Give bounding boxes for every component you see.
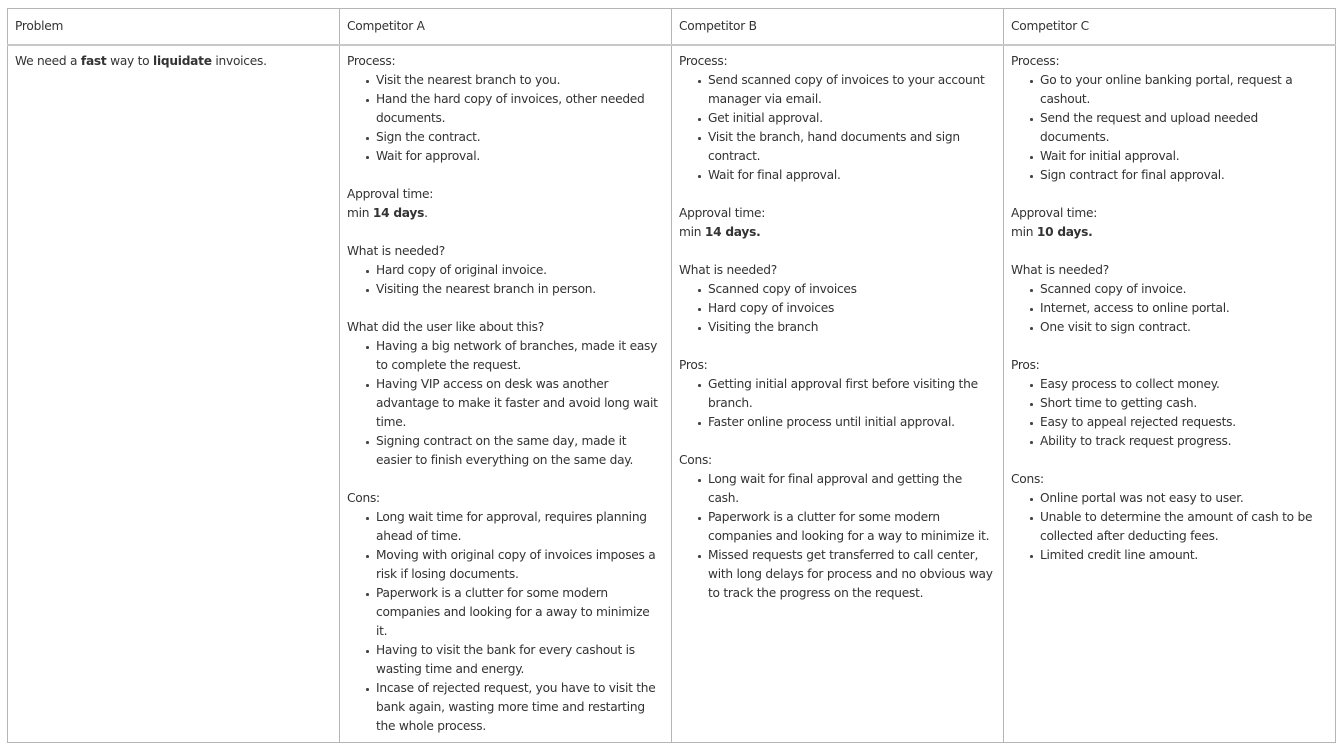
list-item: Paperwork is a clutter for some modern companies and looking for a away to minimize it. xyxy=(376,584,664,641)
list-item: Signing contract on the same day, made it easier to finish everything on the same day. xyxy=(376,432,664,470)
list-item: Long wait for final approval and getting the cash. xyxy=(708,470,996,508)
process-section xyxy=(1011,52,1328,185)
list-item: Get initial approval. xyxy=(708,109,996,128)
pros-label: What did the user like about this? xyxy=(347,320,544,334)
list-item: Hand the hard copy of invoices, other needed documents. xyxy=(376,90,664,128)
list-item: Visiting the branch xyxy=(708,318,996,337)
problem-text-part: invoices. xyxy=(211,54,267,68)
competitor-a-cell xyxy=(340,45,672,743)
needed-list xyxy=(1011,280,1328,337)
list-item: Send scanned copy of invoices to your account manager via email. xyxy=(708,71,996,109)
problem-cell xyxy=(8,45,340,743)
approval-days: 14 days. xyxy=(704,225,761,239)
list-item: Short time to getting cash. xyxy=(1040,394,1328,413)
cons-section xyxy=(347,489,664,736)
process-label: Process: xyxy=(679,54,728,68)
pros-section xyxy=(347,318,664,470)
cons-label: Cons: xyxy=(1011,472,1044,486)
header-row xyxy=(8,9,1336,46)
needed-label: What is needed? xyxy=(347,244,445,258)
approval-suffix: . xyxy=(424,206,428,220)
approval-days: 10 days. xyxy=(1036,225,1093,239)
competitor-c-cell xyxy=(1004,45,1336,743)
cons-label: Cons: xyxy=(679,453,712,467)
cons-list xyxy=(679,470,996,603)
approval-section xyxy=(1011,204,1328,242)
list-item: Long wait time for approval, requires planning ahead of time. xyxy=(376,508,664,546)
list-item: Visit the nearest branch to you. xyxy=(376,71,664,90)
list-item: Sign contract for final approval. xyxy=(1040,166,1328,185)
competitor-b-cell xyxy=(672,45,1004,743)
content-row xyxy=(8,45,1336,743)
pros-list xyxy=(679,375,996,432)
pros-label: Pros: xyxy=(1011,358,1040,372)
list-item: Wait for approval. xyxy=(376,147,664,166)
pros-section xyxy=(679,356,996,432)
cons-section xyxy=(1011,470,1328,565)
process-label: Process: xyxy=(347,54,396,68)
needed-section xyxy=(1011,261,1328,337)
problem-emphasis-liquidate: liquidate xyxy=(153,54,212,68)
needed-section xyxy=(347,242,664,299)
list-item: Visit the branch, hand documents and sign contract. xyxy=(708,128,996,166)
list-item: One visit to sign contract. xyxy=(1040,318,1328,337)
needed-label: What is needed? xyxy=(679,263,777,277)
approval-prefix: min xyxy=(347,206,373,220)
list-item: Send the request and upload needed documents. xyxy=(1040,109,1328,147)
pros-label: Pros: xyxy=(679,358,708,372)
approval-prefix: min xyxy=(679,225,705,239)
header-competitor-a: Competitor A xyxy=(340,9,672,46)
approval-days: 14 days xyxy=(372,206,425,220)
needed-list xyxy=(679,280,996,337)
process-list xyxy=(1011,71,1328,185)
list-item: Scanned copy of invoice. xyxy=(1040,280,1328,299)
approval-label: Approval time: xyxy=(1011,206,1098,220)
problem-text xyxy=(15,54,267,68)
process-label: Process: xyxy=(1011,54,1060,68)
list-item: Limited credit line amount. xyxy=(1040,546,1328,565)
list-item: Having to visit the bank for every cashout is wasting time and energy. xyxy=(376,641,664,679)
problem-text-part: We need a xyxy=(15,54,81,68)
list-item: Paperwork is a clutter for some modern companies and looking for a way to minimize it. xyxy=(708,508,996,546)
header-competitor-c: Competitor C xyxy=(1004,9,1336,46)
process-list xyxy=(347,71,664,166)
approval-section xyxy=(679,204,996,242)
list-item: Hard copy of invoices xyxy=(708,299,996,318)
process-list xyxy=(679,71,996,185)
list-item: Faster online process until initial approval. xyxy=(708,413,996,432)
cons-list xyxy=(347,508,664,736)
problem-text-part: way to xyxy=(106,54,154,68)
list-item: Having VIP access on desk was another advantage to make it faster and avoid long wait time. xyxy=(376,375,664,432)
approval-value-line xyxy=(679,223,996,242)
pros-list xyxy=(1011,375,1328,451)
header-competitor-b: Competitor B xyxy=(672,9,1004,46)
needed-list xyxy=(347,261,664,299)
cons-section xyxy=(679,451,996,603)
approval-value-line xyxy=(347,204,664,223)
process-section xyxy=(347,52,664,166)
approval-label: Approval time: xyxy=(347,187,434,201)
approval-prefix: min xyxy=(1011,225,1037,239)
list-item: Having a big network of branches, made it easy to complete the request. xyxy=(376,337,664,375)
needed-label: What is needed? xyxy=(1011,263,1109,277)
approval-label: Approval time: xyxy=(679,206,766,220)
list-item: Go to your online banking portal, request a cashout. xyxy=(1040,71,1328,109)
list-item: Missed requests get transferred to call center, with long delays for process and no obvious way to track the progress on the request. xyxy=(708,546,996,603)
list-item: Getting initial approval first before visiting the branch. xyxy=(708,375,996,413)
list-item: Easy process to collect money. xyxy=(1040,375,1328,394)
needed-section xyxy=(679,261,996,337)
approval-value-line xyxy=(1011,223,1328,242)
list-item: Scanned copy of invoices xyxy=(708,280,996,299)
list-item: Ability to track request progress. xyxy=(1040,432,1328,451)
cons-list xyxy=(1011,489,1328,565)
process-section xyxy=(679,52,996,185)
list-item: Hard copy of original invoice. xyxy=(376,261,664,280)
list-item: Incase of rejected request, you have to visit the bank again, wasting more time and restarting the whole process. xyxy=(376,679,664,736)
list-item: Moving with original copy of invoices imposes a risk if losing documents. xyxy=(376,546,664,584)
approval-section xyxy=(347,185,664,223)
list-item: Internet, access to online portal. xyxy=(1040,299,1328,318)
list-item: Sign the contract. xyxy=(376,128,664,147)
list-item: Online portal was not easy to user. xyxy=(1040,489,1328,508)
list-item: Wait for final approval. xyxy=(708,166,996,185)
list-item: Easy to appeal rejected requests. xyxy=(1040,413,1328,432)
pros-list xyxy=(347,337,664,470)
list-item: Unable to determine the amount of cash to be collected after deducting fees. xyxy=(1040,508,1328,546)
list-item: Wait for initial approval. xyxy=(1040,147,1328,166)
header-problem: Problem xyxy=(8,9,340,46)
pros-section xyxy=(1011,356,1328,451)
list-item: Visiting the nearest branch in person. xyxy=(376,280,664,299)
cons-label: Cons: xyxy=(347,491,380,505)
comparison-table xyxy=(7,8,1336,743)
problem-emphasis-fast: fast xyxy=(80,54,107,68)
